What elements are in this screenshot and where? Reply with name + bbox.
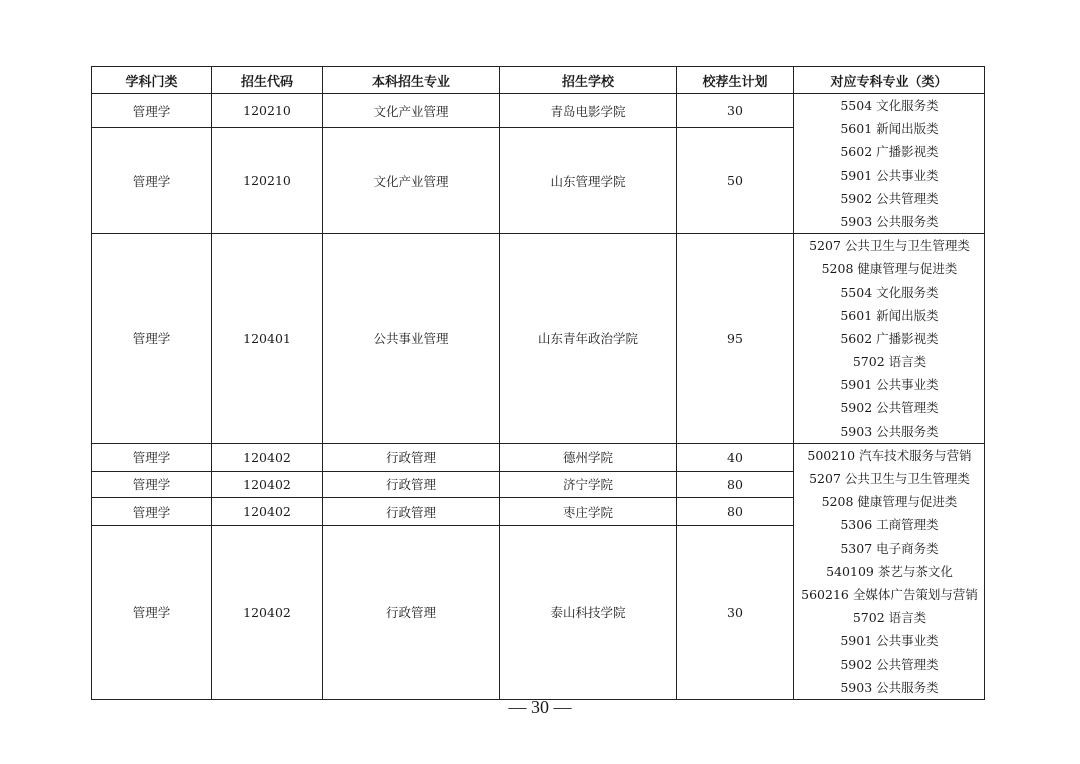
cell-major: 行政管理 <box>323 471 500 498</box>
cell-major: 行政管理 <box>323 498 500 526</box>
specialty-item: 5307 电子商务类 <box>840 540 939 556</box>
table-row <box>92 443 985 471</box>
cell-code: 120210 <box>212 94 323 128</box>
cell-specialty-list <box>794 443 985 699</box>
specialty-item: 5207 公共卫生与卫生管理类 <box>809 471 970 486</box>
cell-plan: 80 <box>677 498 794 526</box>
cell-plan: 30 <box>677 94 794 128</box>
cell-school: 青岛电影学院 <box>500 94 677 128</box>
cell-code: 120401 <box>212 234 323 444</box>
specialty-item: 5903 公共服务类 <box>840 213 939 229</box>
specialty-item: 5901 公共事业类 <box>840 377 939 393</box>
table-row <box>92 234 985 444</box>
header-category: 学科门类 <box>92 67 212 94</box>
header-plan: 校荐生计划 <box>677 67 794 94</box>
header-code: 招生代码 <box>212 67 323 94</box>
specialty-item: 5208 健康管理与促进类 <box>821 261 958 277</box>
specialty-item: 5902 公共管理类 <box>840 400 939 416</box>
cell-plan: 40 <box>677 443 794 471</box>
specialty-item: 500210 汽车技术服务与营销 <box>807 447 972 463</box>
cell-code: 120402 <box>212 443 323 471</box>
cell-code: 120210 <box>212 128 323 234</box>
specialty-item: 5504 文化服务类 <box>840 284 939 300</box>
specialty-item: 5306 工商管理类 <box>840 517 939 533</box>
specialty-item: 560216 全媒体广告策划与营销 <box>801 586 978 602</box>
header-row <box>92 67 985 94</box>
cell-specialty-list <box>794 94 985 234</box>
specialty-item: 5901 公共事业类 <box>840 633 939 649</box>
cell-category: 管理学 <box>92 471 212 498</box>
cell-school: 德州学院 <box>500 443 677 471</box>
cell-major: 文化产业管理 <box>323 128 500 234</box>
specialty-item: 540109 茶艺与茶文化 <box>826 563 953 579</box>
cell-school: 枣庄学院 <box>500 498 677 526</box>
cell-category: 管理学 <box>92 234 212 444</box>
cell-specialty-list <box>794 234 985 444</box>
cell-code: 120402 <box>212 526 323 700</box>
cell-major: 文化产业管理 <box>323 94 500 128</box>
table-row <box>92 94 985 128</box>
cell-major: 行政管理 <box>323 526 500 700</box>
cell-plan: 50 <box>677 128 794 234</box>
specialty-item: 5702 语言类 <box>852 354 927 370</box>
specialty-item: 5601 新闻出版类 <box>840 307 939 323</box>
cell-category: 管理学 <box>92 498 212 526</box>
cell-school: 泰山科技学院 <box>500 526 677 700</box>
page-number: — 30 — <box>508 697 572 717</box>
enrollment-table <box>91 66 985 700</box>
specialty-item: 5208 健康管理与促进类 <box>821 494 958 510</box>
specialty-item: 5902 公共管理类 <box>840 656 939 672</box>
cell-category: 管理学 <box>92 443 212 471</box>
specialty-item: 5903 公共服务类 <box>840 679 939 695</box>
cell-category: 管理学 <box>92 526 212 700</box>
header-school: 招生学校 <box>500 67 677 94</box>
specialty-item: 5901 公共事业类 <box>840 167 939 183</box>
header-specialty: 对应专科专业（类） <box>794 67 985 94</box>
cell-plan: 80 <box>677 471 794 498</box>
specialty-item: 5902 公共管理类 <box>840 190 939 206</box>
cell-school: 山东管理学院 <box>500 128 677 234</box>
specialty-item: 5601 新闻出版类 <box>840 121 939 137</box>
cell-code: 120402 <box>212 498 323 526</box>
specialty-item: 5903 公共服务类 <box>840 423 939 439</box>
cell-plan: 95 <box>677 234 794 444</box>
cell-category: 管理学 <box>92 94 212 128</box>
cell-school: 济宁学院 <box>500 471 677 498</box>
cell-school: 山东青年政治学院 <box>500 234 677 444</box>
specialty-item: 5602 广播影视类 <box>840 144 939 160</box>
cell-category: 管理学 <box>92 128 212 234</box>
cell-plan: 30 <box>677 526 794 700</box>
specialty-item: 5702 语言类 <box>852 610 927 626</box>
cell-major: 公共事业管理 <box>323 234 500 444</box>
header-major: 本科招生专业 <box>323 67 500 94</box>
cell-major: 行政管理 <box>323 443 500 471</box>
specialty-item: 5504 文化服务类 <box>840 98 939 113</box>
specialty-item: 5602 广播影视类 <box>840 330 939 346</box>
cell-code: 120402 <box>212 471 323 498</box>
specialty-item: 5207 公共卫生与卫生管理类 <box>809 238 970 254</box>
